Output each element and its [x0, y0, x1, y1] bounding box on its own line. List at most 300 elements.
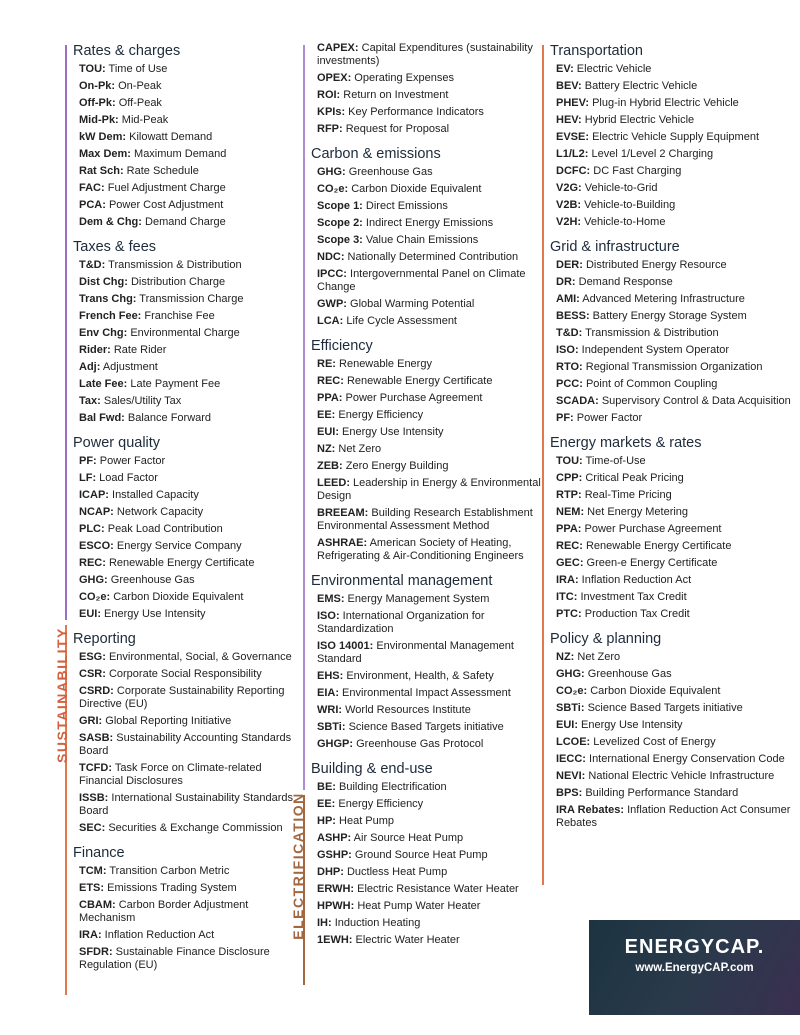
term-abbr: PPA:	[317, 392, 343, 404]
term-abbr: TCFD:	[79, 762, 112, 774]
term-item	[79, 489, 293, 502]
term-definition: Science Based Targets initiative	[345, 721, 504, 733]
term-definition: Science Based Targets initiative	[584, 702, 743, 714]
term-definition: Leadership in Energy & Environmental Design	[317, 477, 541, 502]
term-abbr: REC:	[79, 557, 106, 569]
term-definition: Green-e Energy Certificate	[583, 557, 718, 569]
term-definition: Transmission & Distribution	[105, 259, 242, 271]
section-title: Energy markets & rates	[550, 435, 702, 451]
term-abbr: Rider:	[79, 344, 111, 356]
term-abbr: LF:	[79, 472, 97, 484]
term-abbr: REC:	[556, 540, 583, 552]
term-abbr: Max Dem:	[79, 148, 131, 160]
term-definition: Operating Expenses	[351, 72, 454, 84]
term-abbr: Rat Sch:	[79, 165, 124, 177]
term-definition: Greenhouse Gas	[584, 668, 672, 680]
term-item	[556, 651, 795, 664]
term-item	[556, 276, 795, 289]
term-definition: Capital Expenditures (sustainability investments)	[317, 42, 533, 67]
term-item	[79, 929, 293, 942]
term-abbr: PF:	[79, 455, 97, 467]
term-definition: Environmental Charge	[127, 327, 240, 339]
term-abbr: RTP:	[556, 489, 582, 501]
term-item	[317, 200, 541, 213]
term-item	[317, 832, 541, 845]
term-item	[317, 640, 541, 666]
term-abbr: CPP:	[556, 472, 583, 484]
term-abbr: PHEV:	[556, 97, 590, 109]
term-item	[317, 738, 541, 751]
term-item	[556, 361, 795, 374]
section	[73, 238, 293, 425]
term-abbr: V2H:	[556, 216, 582, 228]
term-abbr: GWP:	[317, 298, 347, 310]
term-definition: Level 1/Level 2 Charging	[588, 148, 714, 160]
term-definition: Value Chain Emissions	[362, 234, 479, 246]
term-abbr: GHG:	[317, 166, 346, 178]
term-abbr: Adj:	[79, 361, 101, 373]
sustainability-label: SUSTAINABILITY	[54, 627, 70, 763]
term-item	[556, 114, 795, 127]
term-definition: Power Factor	[573, 412, 643, 424]
term-definition: Transition Carbon Metric	[106, 865, 230, 877]
term-item	[317, 89, 541, 102]
term-item	[79, 199, 293, 212]
term-definition: Life Cycle Assessment	[343, 315, 457, 327]
term-definition: Hybrid Electric Vehicle	[581, 114, 695, 126]
term-item	[79, 865, 293, 878]
section-title: Power quality	[73, 435, 161, 451]
term-definition: Energy Efficiency	[335, 798, 424, 810]
term-abbr: Scope 2:	[317, 217, 363, 229]
term-item	[556, 199, 795, 212]
term-abbr: LCOE:	[556, 736, 591, 748]
term-abbr: ITC:	[556, 591, 578, 603]
term-abbr: IPCC:	[317, 268, 347, 280]
term-item	[556, 455, 795, 468]
term-abbr: WRI:	[317, 704, 343, 716]
column-2	[311, 42, 541, 951]
term-item	[79, 557, 293, 570]
term-item	[317, 798, 541, 811]
term-item	[79, 378, 293, 391]
term-item	[556, 378, 795, 391]
term-abbr: Bal Fwd:	[79, 412, 125, 424]
term-item	[317, 217, 541, 230]
term-abbr: French Fee:	[79, 310, 142, 322]
term-item	[317, 268, 541, 294]
term-abbr: SASB:	[79, 732, 114, 744]
term-item	[79, 882, 293, 895]
term-abbr: DER:	[556, 259, 583, 271]
term-definition: Time-of-Use	[582, 455, 646, 467]
term-definition: Distribution Charge	[127, 276, 226, 288]
term-definition: Power Purchase Agreement	[581, 523, 722, 535]
term-item	[317, 610, 541, 636]
term-abbr: EV:	[556, 63, 574, 75]
term-definition: Ductless Heat Pump	[343, 866, 448, 878]
term-abbr: TOU:	[79, 63, 106, 75]
term-definition: Independent System Operator	[578, 344, 730, 356]
term-abbr: CO₂e:	[556, 685, 588, 697]
term-item	[317, 883, 541, 896]
term-item	[79, 651, 293, 664]
term-abbr: AMI:	[556, 293, 580, 305]
term-item	[79, 668, 293, 681]
term-item	[317, 866, 541, 879]
term-item	[317, 477, 541, 503]
term-definition: Global Reporting Initiative	[102, 715, 232, 727]
term-abbr: Dist Chg:	[79, 276, 128, 288]
term-abbr: LEED:	[317, 477, 350, 489]
term-abbr: LCA:	[317, 315, 344, 327]
term-abbr: T&D:	[79, 259, 106, 271]
term-definition: Vehicle-to-Building	[581, 199, 676, 211]
term-abbr: RE:	[317, 358, 336, 370]
term-definition: Battery Electric Vehicle	[581, 80, 698, 92]
term-abbr: EIA:	[317, 687, 339, 699]
term-definition: Battery Energy Storage System	[589, 310, 747, 322]
term-item	[79, 412, 293, 425]
term-item	[556, 540, 795, 553]
term-definition: Global Warming Potential	[346, 298, 475, 310]
term-definition: Transmission Charge	[136, 293, 244, 305]
term-definition: Kilowatt Demand	[126, 131, 213, 143]
website-link[interactable]: www.EnergyCAP.com	[635, 962, 754, 974]
term-abbr: L1/L2:	[556, 148, 589, 160]
term-abbr: IECC:	[556, 753, 586, 765]
rule-col3-orange	[542, 45, 544, 885]
term-definition: Emissions Trading System	[104, 882, 237, 894]
term-definition: Fuel Adjustment Charge	[104, 182, 226, 194]
section	[73, 844, 293, 972]
term-item	[556, 344, 795, 357]
term-item	[556, 787, 795, 800]
section-title: Reporting	[73, 631, 136, 647]
term-abbr: CO₂e:	[79, 591, 111, 603]
term-definition: Heat Pump Water Heater	[354, 900, 481, 912]
term-item	[556, 412, 795, 425]
term-item	[556, 148, 795, 161]
term-abbr: TCM:	[79, 865, 107, 877]
term-definition: Carbon Border Adjustment Mechanism	[79, 899, 249, 924]
term-item	[317, 166, 541, 179]
term-item	[317, 298, 541, 311]
term-definition: Inflation Reduction Act	[578, 574, 692, 586]
term-definition: Load Factor	[96, 472, 158, 484]
term-definition: Energy Use Intensity	[101, 608, 206, 620]
term-item	[79, 608, 293, 621]
term-definition: Building Electrification	[335, 781, 447, 793]
term-abbr: On-Pk:	[79, 80, 116, 92]
term-definition: Rate Schedule	[123, 165, 199, 177]
term-abbr: GHG:	[79, 574, 108, 586]
term-item	[79, 591, 293, 604]
term-item	[79, 506, 293, 519]
term-definition: Inflation Reduction Act Consumer Rebates	[556, 804, 791, 829]
section-title: Transportation	[550, 43, 643, 59]
term-item	[317, 593, 541, 606]
term-definition: Power Purchase Agreement	[342, 392, 483, 404]
term-abbr: TOU:	[556, 455, 583, 467]
term-item	[317, 507, 541, 533]
term-item	[79, 310, 293, 323]
term-definition: Renewable Energy	[335, 358, 432, 370]
term-abbr: Mid-Pk:	[79, 114, 119, 126]
rule-col2-purple	[303, 45, 305, 790]
column-3	[550, 42, 795, 834]
term-item	[79, 63, 293, 76]
term-item	[556, 591, 795, 604]
term-definition: Renewable Energy Certificate	[582, 540, 732, 552]
term-definition: Corporate Social Responsibility	[105, 668, 262, 680]
electrification-label: ELECTRIFICATION	[290, 792, 306, 940]
term-item	[317, 537, 541, 563]
term-definition: Intergovernmental Panel on Climate Change	[317, 268, 526, 293]
term-item	[317, 315, 541, 328]
term-definition: Environmental Management Standard	[317, 640, 514, 665]
term-definition: American Society of Heating, Refrigerating & Air-Conditioning Engineers	[317, 537, 524, 562]
term-abbr: EUI:	[556, 719, 578, 731]
term-abbr: Tax:	[79, 395, 101, 407]
term-item	[79, 276, 293, 289]
term-abbr: 1EWH:	[317, 934, 353, 946]
term-abbr: NEM:	[556, 506, 585, 518]
term-definition: World Resources Institute	[342, 704, 471, 716]
section-title: Efficiency	[311, 338, 373, 354]
section-title: Grid & infrastructure	[550, 239, 680, 255]
term-item	[79, 182, 293, 195]
term-item	[79, 131, 293, 144]
section-title: Carbon & emissions	[311, 146, 441, 162]
term-item	[317, 123, 541, 136]
term-abbr: CSR:	[79, 668, 106, 680]
term-definition: Carbon Dioxide Equivalent	[587, 685, 721, 697]
term-abbr: OPEX:	[317, 72, 352, 84]
term-item	[317, 687, 541, 700]
column-1	[73, 42, 293, 976]
term-definition: Supervisory Control & Data Acquisition	[598, 395, 791, 407]
term-item	[79, 732, 293, 758]
term-abbr: ESCO:	[79, 540, 114, 552]
term-definition: Electric Vehicle Supply Equipment	[589, 131, 759, 143]
term-definition: Vehicle-to-Home	[581, 216, 666, 228]
term-item	[556, 395, 795, 408]
term-definition: Renewable Energy Certificate	[343, 375, 493, 387]
term-definition: Rate Rider	[110, 344, 167, 356]
term-abbr: ISO:	[556, 344, 579, 356]
term-definition: DC Fast Charging	[590, 165, 682, 177]
term-item	[79, 899, 293, 925]
term-definition: Inflation Reduction Act	[101, 929, 215, 941]
term-item	[556, 574, 795, 587]
term-definition: Power Factor	[96, 455, 166, 467]
term-definition: Energy Efficiency	[335, 409, 424, 421]
term-item	[79, 946, 293, 972]
term-abbr: SEC:	[79, 822, 106, 834]
term-abbr: EVSE:	[556, 131, 590, 143]
term-definition: Late Payment Fee	[127, 378, 221, 390]
term-item	[79, 114, 293, 127]
term-abbr: kW Dem:	[79, 131, 127, 143]
term-item	[317, 670, 541, 683]
term-item	[317, 72, 541, 85]
term-item	[79, 715, 293, 728]
term-abbr: V2G:	[556, 182, 582, 194]
term-definition: Direct Emissions	[362, 200, 448, 212]
section-title: Environmental management	[311, 573, 493, 589]
term-definition: Distributed Energy Resource	[582, 259, 727, 271]
term-definition: Mid-Peak	[118, 114, 169, 126]
section-title: Taxes & fees	[73, 239, 157, 255]
term-definition: Point of Common Coupling	[582, 378, 718, 390]
term-abbr: HEV:	[556, 114, 582, 126]
term-abbr: NEVI:	[556, 770, 586, 782]
term-item	[556, 472, 795, 485]
term-abbr: Scope 1:	[317, 200, 363, 212]
term-definition: Franchise Fee	[141, 310, 215, 322]
section	[550, 238, 795, 425]
term-definition: International Organization for Standardization	[317, 610, 485, 635]
section-title: Policy & planning	[550, 631, 662, 647]
section	[311, 337, 541, 563]
term-definition: Levelized Cost of Energy	[590, 736, 716, 748]
section-title: Rates & charges	[73, 43, 181, 59]
term-definition: Carbon Dioxide Equivalent	[348, 183, 482, 195]
term-definition: Vehicle-to-Grid	[581, 182, 658, 194]
term-abbr: HP:	[317, 815, 336, 827]
term-item	[317, 900, 541, 913]
section	[73, 630, 293, 835]
term-item	[79, 685, 293, 711]
term-item	[556, 259, 795, 272]
term-abbr: ERWH:	[317, 883, 355, 895]
term-abbr: CAPEX:	[317, 42, 359, 54]
term-item	[556, 63, 795, 76]
term-abbr: GSHP:	[317, 849, 352, 861]
term-abbr: NZ:	[317, 443, 336, 455]
term-item	[556, 182, 795, 195]
term-abbr: GHG:	[556, 668, 585, 680]
term-abbr: IRA:	[79, 929, 102, 941]
term-item	[79, 822, 293, 835]
term-definition: Greenhouse Gas	[345, 166, 433, 178]
term-abbr: KPIs:	[317, 106, 346, 118]
term-definition: Zero Energy Building	[342, 460, 449, 472]
term-definition: Production Tax Credit	[581, 608, 690, 620]
term-item	[317, 234, 541, 247]
term-definition: Real-Time Pricing	[581, 489, 672, 501]
term-abbr: SFDR:	[79, 946, 113, 958]
term-definition: National Electric Vehicle Infrastructure	[585, 770, 775, 782]
term-abbr: ZEB:	[317, 460, 343, 472]
term-item	[79, 762, 293, 788]
term-item	[79, 361, 293, 374]
term-abbr: REC:	[317, 375, 344, 387]
term-definition: Nationally Determined Contribution	[344, 251, 519, 263]
term-item	[79, 80, 293, 93]
term-item	[556, 489, 795, 502]
term-abbr: RTO:	[556, 361, 583, 373]
section	[311, 145, 541, 328]
term-definition: Sustainability Accounting Standards Board	[79, 732, 292, 757]
term-definition: Sustainable Finance Disclosure Regulation (EU)	[79, 946, 270, 971]
section	[73, 434, 293, 621]
term-definition: Power Cost Adjustment	[105, 199, 224, 211]
term-abbr: EMS:	[317, 593, 345, 605]
term-item	[79, 455, 293, 468]
term-definition: Induction Heating	[331, 917, 421, 929]
term-definition: Corporate Sustainability Reporting Directive (EU)	[79, 685, 285, 710]
term-abbr: BREEAM:	[317, 507, 369, 519]
term-definition: Request for Proposal	[342, 123, 450, 135]
term-definition: Transmission & Distribution	[582, 327, 719, 339]
term-definition: Carbon Dioxide Equivalent	[110, 591, 244, 603]
term-definition: Energy Service Company	[113, 540, 242, 552]
term-item	[79, 792, 293, 818]
term-item	[556, 736, 795, 749]
term-abbr: SBTi:	[556, 702, 585, 714]
term-item	[556, 327, 795, 340]
term-item	[317, 392, 541, 405]
term-definition: Renewable Energy Certificate	[105, 557, 255, 569]
term-definition: Return on Investment	[340, 89, 449, 101]
term-item	[317, 781, 541, 794]
term-item	[317, 42, 541, 68]
term-abbr: Off-Pk:	[79, 97, 116, 109]
term-item	[317, 375, 541, 388]
term-item	[79, 165, 293, 178]
term-definition: Environmental Impact Assessment	[339, 687, 511, 699]
term-abbr: ETS:	[79, 882, 105, 894]
term-item	[79, 97, 293, 110]
term-abbr: ESG:	[79, 651, 106, 663]
term-definition: Maximum Demand	[130, 148, 227, 160]
term-item	[317, 426, 541, 439]
term-abbr: PTC:	[556, 608, 582, 620]
term-abbr: IH:	[317, 917, 332, 929]
term-item	[317, 251, 541, 264]
term-definition: Indirect Energy Emissions	[362, 217, 494, 229]
term-definition: Environmental, Social, & Governance	[105, 651, 292, 663]
term-definition: Plug-in Hybrid Electric Vehicle	[589, 97, 739, 109]
term-item	[79, 327, 293, 340]
term-item	[79, 216, 293, 229]
section-title: Finance	[73, 845, 125, 861]
term-definition: Energy Use Intensity	[578, 719, 683, 731]
term-item	[79, 259, 293, 272]
term-definition: Installed Capacity	[108, 489, 199, 501]
term-item	[79, 148, 293, 161]
term-abbr: ISO 14001:	[317, 640, 374, 652]
term-item	[317, 704, 541, 717]
term-abbr: Trans Chg:	[79, 293, 137, 305]
term-abbr: CBAM:	[79, 899, 116, 911]
term-item	[556, 753, 795, 766]
term-item	[556, 608, 795, 621]
term-definition: Time of Use	[105, 63, 168, 75]
term-abbr: HPWH:	[317, 900, 355, 912]
term-abbr: V2B:	[556, 199, 582, 211]
term-definition: Demand Charge	[141, 216, 226, 228]
term-abbr: GRI:	[79, 715, 103, 727]
term-definition: Demand Response	[575, 276, 673, 288]
term-definition: Task Force on Climate-related Financial Disclosures	[79, 762, 262, 787]
term-abbr: ROI:	[317, 89, 341, 101]
section	[311, 42, 541, 136]
term-item	[79, 540, 293, 553]
term-abbr: IRA Rebates:	[556, 804, 625, 816]
